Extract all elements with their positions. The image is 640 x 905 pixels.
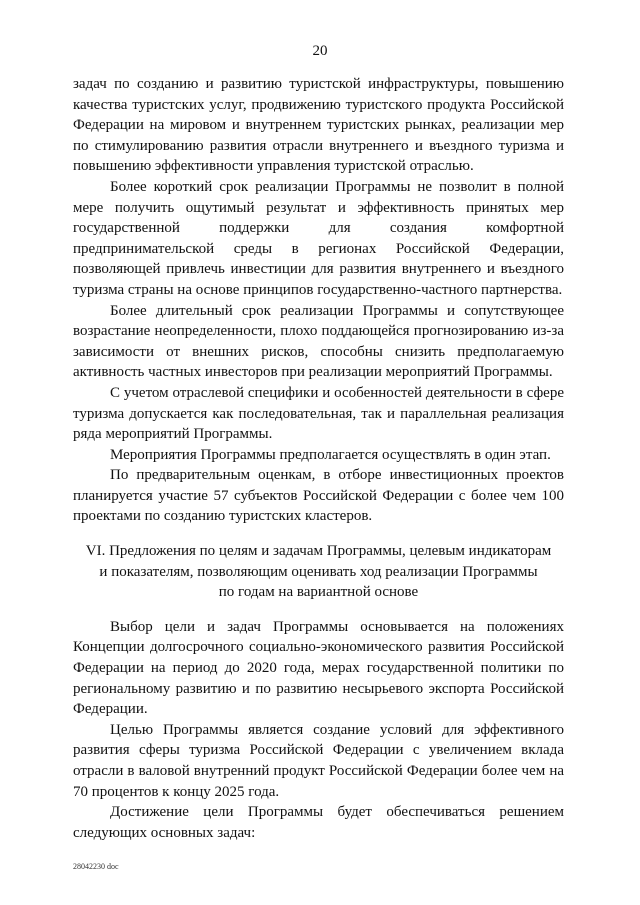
page-number: 20 — [312, 43, 328, 59]
section-heading — [73, 541, 564, 603]
paragraph-goal-choice: Выбор цели и задач Программы основывается на положениях Концепции долгосрочного социально-экономического развития Российской Федерации на период до 2020 года, мерах государственной политики по региональному развитию и по развитию несырьевого экспорта Российской Федерации. — [73, 618, 564, 718]
paragraph-program-goal: Целью Программы является создание условий для эффективного развития сферы туризма Российской Федерации с увеличением вклада отрасли в валовой внутренний продукт Российской Федерации более чем на 70 процентов к концу 2025 года. — [73, 721, 564, 800]
paragraph-estimates: По предварительным оценкам, в отборе инвестиционных проектов планируется участие 57 субъектов Российской Федерации с более чем 100 проектами по созданию туристских кластеров. — [73, 467, 564, 525]
paragraph-shorter-term: Более короткий срок реализации Программы не позволит в полной мере получить ощутимый результат и эффективность принятых мер государственной поддержки для создания комфортной предпринимательской среды в регионах Российской Федерации, позволяющей привлечь инвестиции для развития внутреннего и въездного туризма страны на основе принципов государственно-частного партнерства. — [73, 178, 564, 298]
section-heading-line-2: и показателям, позволяющим оценивать ход реализации Программы — [99, 563, 538, 580]
paragraph-continuation: задач по созданию и развитию туристской инфраструктуры, повышению качества туристских услуг, продвижению туристского продукта Российской Федерации на мировом и внутреннем туристских рынках, реализации мер по стимулированию развития отрасли внутреннего и въездного туризма и повышению эффективности управления туристской отраслью. — [73, 76, 564, 175]
document-body — [73, 74, 564, 843]
paragraph-one-stage: Мероприятия Программы предполагается осуществлять в один этап. — [110, 446, 551, 463]
paragraph-tasks-intro: Достижение цели Программы будет обеспечиваться решением следующих основных задач: — [73, 804, 564, 841]
paragraph-longer-term: Более длительный срок реализации Программы и сопутствующее возрастание неопределенности, плохо поддающейся прогнозированию из-за зависимости от внешних рисков, способны снизить предполагаемую активность частных инвесторов при реализации мероприятий Программы. — [73, 302, 564, 381]
paragraph-sector-specifics: С учетом отраслевой специфики и особенностей деятельности в сфере туризма допускается как последовательная, так и параллельная реализация ряда мероприятий Программы. — [73, 384, 564, 443]
section-heading-line-3: по годам на вариантной основе — [218, 584, 419, 601]
section-heading-line-1: VI. Предложения по целям и задачам Программы, целевым индикаторам — [85, 543, 552, 560]
file-footer: 28042230 doc — [73, 862, 119, 871]
